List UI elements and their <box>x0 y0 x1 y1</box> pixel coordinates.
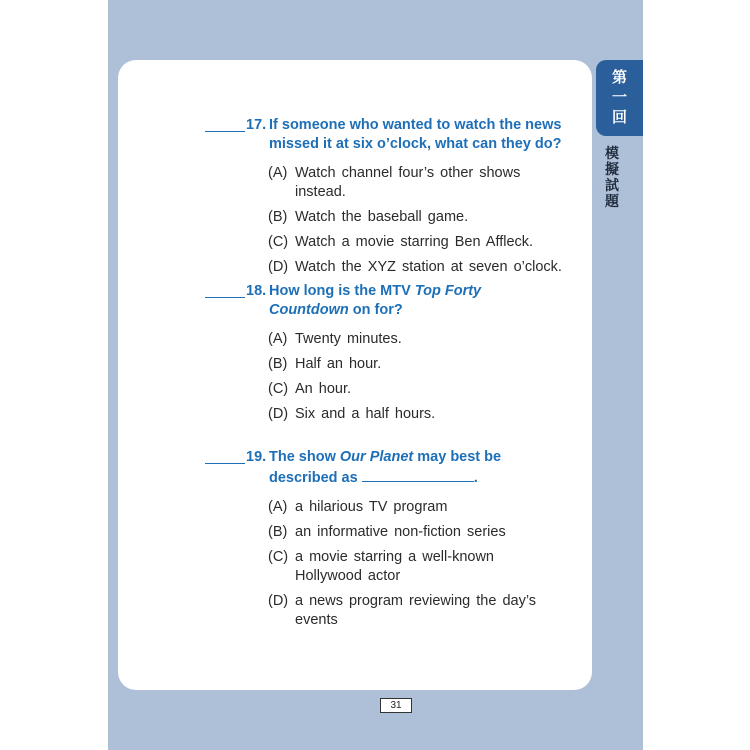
option-letter: (C) <box>268 234 289 250</box>
option-text: An hour. <box>295 381 352 397</box>
chapter-tab-char: 回 <box>611 109 627 126</box>
question-line <box>269 467 575 488</box>
section-label-char: 擬 <box>605 161 619 177</box>
chapter-tab-char: 一 <box>611 89 627 106</box>
show-title: Top Forty <box>414 283 482 299</box>
option-a[interactable] <box>268 498 575 517</box>
fill-in-blank[interactable] <box>362 467 474 482</box>
question-text-segment: on for? <box>348 302 403 318</box>
option-text: Watch the XYZ station at seven o’clock. <box>295 259 562 275</box>
option-letter: (A) <box>268 499 288 515</box>
option-text: a news program reviewing the day’s <box>295 593 537 609</box>
option-d[interactable] <box>268 592 575 630</box>
option-d[interactable] <box>268 258 575 277</box>
question-line: missed it at six o’clock, what can they do? <box>269 136 562 152</box>
answer-blank-line <box>205 282 245 298</box>
option-text: a hilarious TV program <box>295 499 448 515</box>
option-text: Watch a movie starring Ben Affleck. <box>295 234 534 250</box>
option-letter: (A) <box>268 331 288 347</box>
option-text: Watch channel four’s other shows instead. <box>295 165 521 200</box>
option-d[interactable] <box>268 405 575 424</box>
chapter-tab-char: 第 <box>611 69 627 86</box>
section-label-char: 模 <box>605 145 619 161</box>
section-label-char: 題 <box>605 193 619 209</box>
option-text: Twenty minutes. <box>295 331 402 347</box>
question-text-segment: may best be <box>413 449 502 465</box>
question-line <box>269 448 575 467</box>
option-text: events <box>295 612 338 628</box>
answer-blank-line <box>205 448 245 464</box>
option-a[interactable] <box>268 164 575 202</box>
question-text-segment: The show <box>269 449 340 465</box>
option-text: Hollywood actor <box>295 568 401 584</box>
option-b[interactable] <box>268 355 575 374</box>
page-number: 31 <box>380 698 412 713</box>
option-letter: (B) <box>268 209 288 225</box>
option-letter: (C) <box>268 381 289 397</box>
question-stem <box>205 282 575 320</box>
option-letter: (D) <box>268 406 289 422</box>
show-title: Countdown <box>269 302 349 318</box>
question-text-segment: How long is the MTV <box>269 283 415 299</box>
question-text-segment: . <box>473 470 478 486</box>
show-title: Our Planet <box>339 449 414 465</box>
question-line: If someone who wanted to watch the news <box>269 117 562 133</box>
option-letter: (A) <box>268 165 288 181</box>
question-text <box>269 448 575 488</box>
question-number: 18. <box>246 283 267 299</box>
options-list <box>268 330 575 424</box>
option-letter: (B) <box>268 524 288 540</box>
option-text: a movie starring a well-known <box>295 549 494 565</box>
option-text: Half an hour. <box>295 356 382 372</box>
question-stem <box>205 116 575 154</box>
question-19 <box>205 448 575 636</box>
option-c[interactable] <box>268 548 575 586</box>
option-b[interactable] <box>268 208 575 227</box>
option-c[interactable] <box>268 233 575 252</box>
option-letter: (C) <box>268 549 289 565</box>
section-label-char: 試 <box>605 177 619 193</box>
options-list <box>268 498 575 630</box>
question-text <box>269 116 575 154</box>
question-18 <box>205 282 575 430</box>
option-b[interactable] <box>268 523 575 542</box>
option-letter: (D) <box>268 593 289 609</box>
question-text <box>269 282 575 320</box>
section-label <box>602 145 622 209</box>
option-a[interactable] <box>268 330 575 349</box>
chapter-tab <box>596 60 643 136</box>
answer-blank-line <box>205 116 245 132</box>
options-list <box>268 164 575 277</box>
question-stem <box>205 448 575 488</box>
option-text: an informative non-fiction series <box>295 524 506 540</box>
option-c[interactable] <box>268 380 575 399</box>
option-text: Six and a half hours. <box>295 406 436 422</box>
option-letter: (B) <box>268 356 288 372</box>
question-line <box>269 301 575 320</box>
question-line <box>269 282 575 301</box>
question-number: 17. <box>246 117 267 133</box>
question-text-segment: described as <box>269 470 362 486</box>
option-text: Watch the baseball game. <box>295 209 469 225</box>
option-letter: (D) <box>268 259 289 275</box>
question-17 <box>205 116 575 283</box>
question-number: 19. <box>246 449 267 465</box>
